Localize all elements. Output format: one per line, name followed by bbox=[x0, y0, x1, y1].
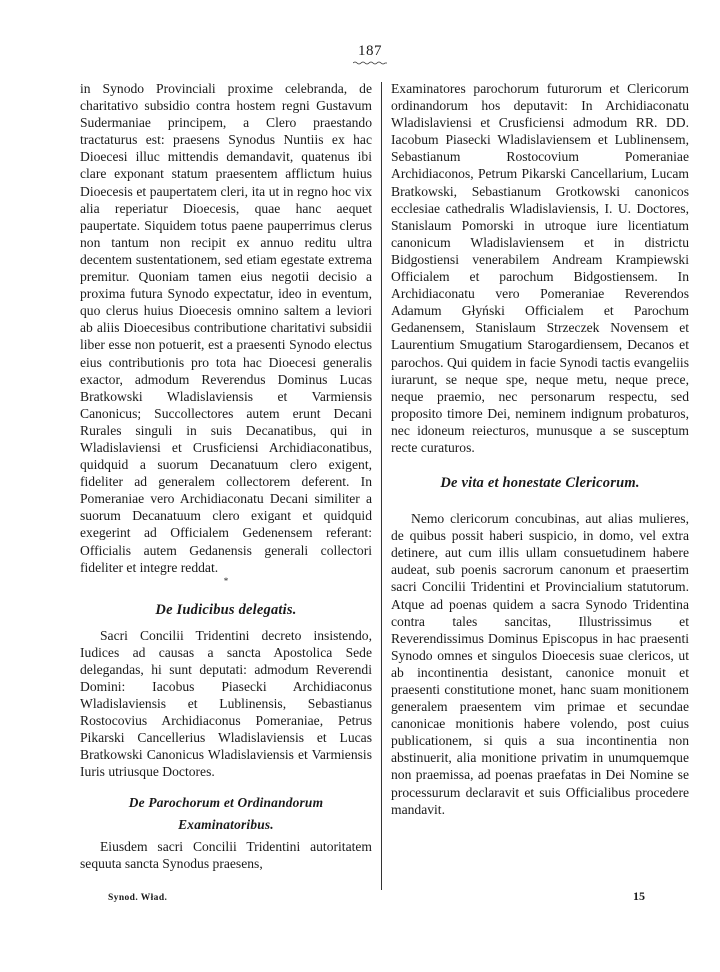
section-mark: * bbox=[223, 575, 229, 586]
page-number-flourish bbox=[353, 61, 387, 65]
right-paragraph-2: Nemo clericorum concubinas, aut alias mulieres, de quibus possit haberi suspicio, in domo, vel extra detinere, aut cum illis ullam consuetudinem habere audeat, sub poenis sacrorum canonum et praesertim sacri Concilii Tridentini et Provincialium statutorum. Atque ad poenas quidem a sacra Synodo Tridentina contra tales sancitas, Illustrissimus et Reverendissimus Dominus Episcopus in hac praesenti Synodo omnes et singulos Dioecesis suae clericos, ut ab incontinentia desistant, canonice monuit et praesenti constitutione monet, hanc suam monitionem generalem praesentem vim primae et secundae canonicae monitionis habere volendo, post cuius publicationem, si quis a sua incontinentia non abstinuerit, alia monitione privatim in unumquemque non praemissa, ad poenas praefatas in Dei Nomine se processurum declaravit et suis Officialibus procedere mandavit. bbox=[391, 511, 689, 817]
left-paragraph-3: Eiusdem sacri Concilii Tridentini autoritatem sequuta sancta Synodus praesens, bbox=[80, 838, 372, 871]
column-divider bbox=[381, 82, 382, 890]
left-paragraph-1: in Synodo Provinciali proxime celebranda, de charitativo subsidio contra hostem regni Gustavum Sudermaniae principem, a Clero praestando tractaturus est: praesens Synodus Nuntiis ex hac Dioecesi illuc mittendis demandavit, quatenus ibi clare exponant statum praesentem afflictum huius Dioecesis et paupertatem cleri, ita ut in regno hoc vix alia reperiatur Dioecesis, quae hanc aequet paupertate. Siquidem totus paene pauperrimus clerus non tantum non recipit ex annuo reditu ultra decentem sustentationem, sed etiam egestate extrema premitur. Quoniam tamen eius negotii decisio a proxima futura Synodo expectatur, ideo in eventum, quo clerus huius Dioecesis omnino saltem a leviori ab aliis Dioecesibus contributione charitativi subsidii liber esse non potuerit, est a praesenti Synodo electus eius contributionis pro tota hac Dioecesi generalis exactor, admodum Reverendus Dominus Lucas Bratkowski Wladislaviensis et Varmiensis Canonicus; Succollectores autem erunt Decani Rurales singuli in suis Decanatibus, qui in Wladislaviensi et Crusficiensi Archidiaconatibus, quidquid a suorum Decanatuum clero exigent, fideliter ad generalem collectorem deferent. In Pomeraniae vero Archidiaconatu Decani similiter a suorum Decanatuum clero exigant et quidquid exegerint ad Officialem Gedenensem referant: Officialis autem Gedanensis generali collectori fideliter et integre reddat. bbox=[80, 81, 372, 575]
heading-parochorum-examinatoribus: De Parochorum et Ordinandorum Examinatoribus. bbox=[128, 794, 324, 832]
footer-sheet-number: 15 bbox=[633, 889, 645, 903]
page-number bbox=[350, 43, 390, 65]
page-number-text: 187 bbox=[358, 43, 382, 59]
right-paragraph-1: Examinatores parochorum futurorum et Clericorum ordinandorum hos deputavit: In Archidiaconatu Wladislaviensi et Crusficiensi admodum RR. DD. Iacobum Piasecki Wladislaviensem et Lublinensem, Sebastianum Rostocovium Pomeraniae Archidiaconos, Petrum Pikarski Cancellarium, Lucam Bratkowski, Sebastianum Grotkowski canonicos ecclesiae cathedralis Wladislaviensis, I. U. Doctores, Stanislaum Pomorski in utroque iure licentiatum canonicum Wladislaviensem et in districtu Bidgostiensi venerabilem Andream Krampiewski Officialem et parochum Bidgostiensem. In Archidiaconatu vero Pomeraniae Reverendos Adamum Głyński Officialem et Parochum Gedanensem, Stanislaum Strzeczek Novensem et Laurentium Smugatium Starogardiensem, Decanos et parochos. Qui quidem in facie Synodi tactis evangeliis iurarunt, se neque spe, neque metu, neque prece, neque praemio, nec personarum respectu, sed proposito timore Dei, neminem indignum probaturos, nec idoneum reiecturos, munusque a se susceptum recte curaturos. bbox=[391, 81, 689, 455]
heading-vita-honestate: De vita et honestate Clericorum. bbox=[440, 475, 640, 492]
left-column bbox=[80, 80, 372, 872]
right-column bbox=[391, 80, 689, 818]
left-paragraph-2: Sacri Concilii Tridentini decreto insistendo, Iudices ad causas a sancta Apostolica Sede delegandas, hi sunt deputati: admodum Reverendi Domini: Iacobus Piasecki Archidiaconus Wladislaviensis et Lublinensis, Sebastianus Rostocovius Archidiaconus Pomeraniae, Petrus Pikarski Cancellerius Wladislaviensis et Lucas Bratkowski Canonicus Wladislaviensis et Varmiensis Iuris utriusque Doctores. bbox=[80, 627, 372, 780]
heading-judices-delegatis: De Iudicibus delegatis. bbox=[155, 601, 297, 618]
footer-signature: Synod. Wład. bbox=[108, 893, 168, 903]
